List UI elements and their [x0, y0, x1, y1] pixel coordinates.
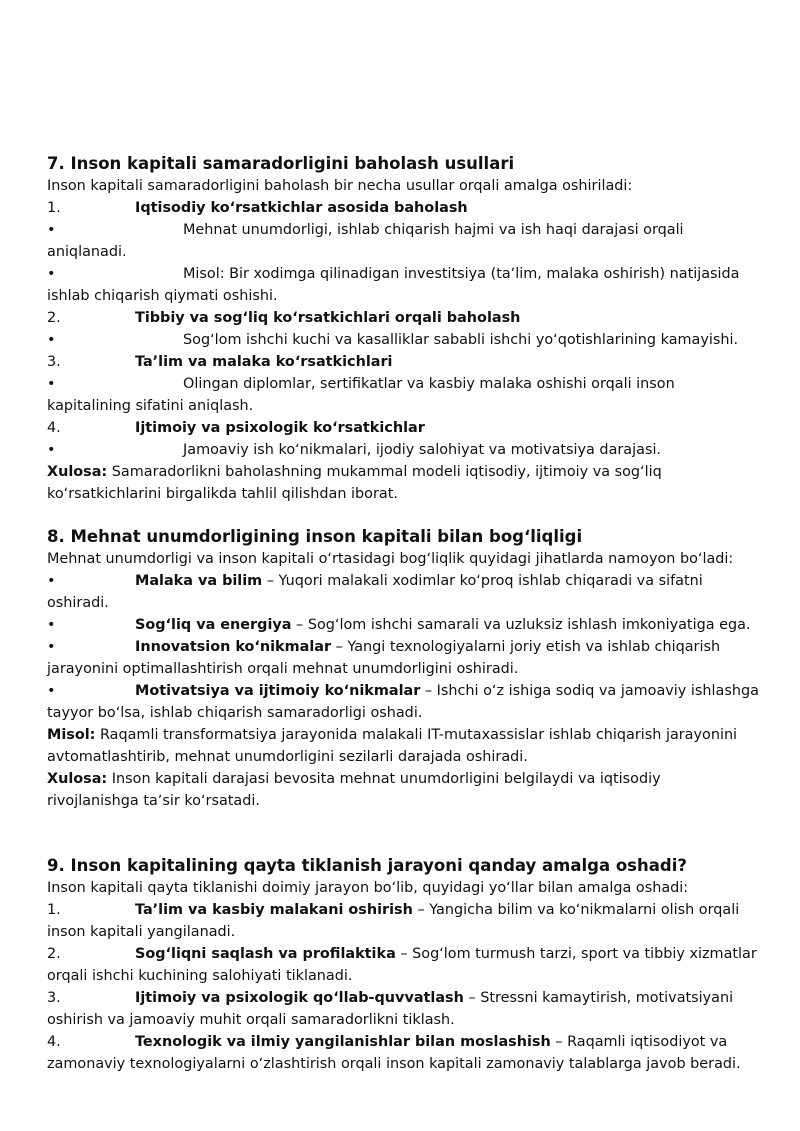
- conclusion-label: Xulosa:: [47, 464, 108, 480]
- item-number: 4.: [47, 1034, 61, 1050]
- bullet-text-continued: ishlab chiqarish qiymati oshishi.: [47, 288, 278, 304]
- item-heading: Texnologik va ilmiy yangilanishlar bilan moslashish: [135, 1034, 551, 1050]
- section-7-conclusion: [47, 461, 772, 483]
- bullet-text-continued: tayyor boʻlsa, ishlab chiqarish samaradorligi oshadi.: [47, 705, 423, 721]
- item-number: 3.: [47, 354, 61, 370]
- numbered-item: [47, 943, 772, 987]
- example-label: Misol:: [47, 727, 96, 743]
- bullet: •: [47, 442, 56, 458]
- bullet-text: Misol: Bir xodimga qilinadigan investitsiya (taʼlim, malaka oshirish) natijasida: [183, 266, 740, 282]
- bullet-item: [47, 636, 772, 680]
- bullet-text: Jamoaviy ish koʻnikmalari, ijodiy salohiyat va motivatsiya darajasi.: [183, 442, 662, 458]
- item-text: – Stressni kamaytirish, motivatsiyani: [463, 990, 734, 1006]
- bullet-heading: Malaka va bilim: [135, 573, 263, 589]
- item-number: 2.: [47, 946, 61, 962]
- bullet-item: [47, 329, 772, 351]
- section-7-conclusion-continued: koʻrsatkichlarini birgalikda tahlil qilishdan iborat.: [47, 486, 398, 502]
- item-text-continued: oshirish va jamoaviy muhit orqali samaradorlikni tiklash.: [47, 1012, 455, 1028]
- bullet-text: – Ishchi oʻz ishiga sodiq va jamoaviy ishlashga: [420, 683, 759, 699]
- numbered-item: [47, 417, 772, 439]
- bullet-text: Sogʻlom ishchi kuchi va kasalliklar sababli ishchi yoʻqotishlarining kamayishi.: [183, 332, 739, 348]
- bullet-heading: Innovatsion koʻnikmalar: [135, 639, 332, 655]
- numbered-item: [47, 307, 772, 329]
- bullet-text-continued: kapitalining sifatini aniqlash.: [47, 398, 254, 414]
- bullet-item: [47, 570, 772, 614]
- bullet-text: – Sogʻlom ishchi samarali va uzluksiz ishlash imkoniyatiga ega.: [291, 617, 751, 633]
- section-8-conclusion-continued: rivojlanishga taʼsir koʻrsatadi.: [47, 793, 260, 809]
- bullet-item: [47, 439, 772, 461]
- item-text-continued: inson kapitali yangilanadi.: [47, 924, 236, 940]
- bullet-text-continued: oshiradi.: [47, 595, 109, 611]
- item-text: – Raqamli iqtisodiyot va: [550, 1034, 728, 1050]
- bullet-text: – Yuqori malakali xodimlar koʻproq ishlab chiqaradi va sifatni: [262, 573, 703, 589]
- item-heading: Taʼlim va malaka koʻrsatkichlari: [135, 354, 393, 370]
- item-heading: Ijtimoiy va psixologik koʻrsatkichlar: [135, 420, 425, 436]
- section-8-intro: Mehnat unumdorligi va inson kapitali oʻrtasidagi bogʻliqlik quyidagi jihatlarda namoyon boʻladi:: [47, 551, 734, 567]
- item-text: – Yangicha bilim va koʻnikmalarni olish orqali: [412, 902, 740, 918]
- item-number: 1.: [47, 200, 61, 216]
- bullet: •: [47, 332, 56, 348]
- numbered-item: [47, 987, 772, 1031]
- bullet-text: Mehnat unumdorligi, ishlab chiqarish hajmi va ish haqi darajasi orqali: [183, 222, 684, 238]
- bullet-item: [47, 614, 772, 636]
- item-heading: Tibbiy va sogʻliq koʻrsatkichlari orqali baholash: [135, 310, 521, 326]
- conclusion-label: Xulosa:: [47, 771, 108, 787]
- section-7-title: 7. Inson kapitali samaradorligini baholash usullari: [47, 154, 515, 173]
- bullet: •: [47, 222, 56, 238]
- section-9-title: 9. Inson kapitalining qayta tiklanish jarayoni qanday amalga oshadi?: [47, 856, 687, 875]
- bullet: •: [47, 683, 56, 699]
- item-number: 4.: [47, 420, 61, 436]
- bullet-item: [47, 680, 772, 724]
- bullet-text-continued: jarayonini optimallashtirish orqali mehnat unumdorligini oshiradi.: [47, 661, 519, 677]
- bullet-item: [47, 219, 772, 263]
- bullet: •: [47, 639, 56, 655]
- bullet-heading: Sogʻliq va energiya: [135, 617, 292, 633]
- section-7-intro: Inson kapitali samaradorligini baholash bir necha usullar orqali amalga oshiriladi:: [47, 178, 633, 194]
- document-page: [47, 153, 772, 1075]
- item-heading: Iqtisodiy koʻrsatkichlar asosida baholash: [135, 200, 468, 216]
- item-number: 3.: [47, 990, 61, 1006]
- section-8-example-continued: avtomatlashtirib, mehnat unumdorligini sezilarli darajada oshiradi.: [47, 749, 528, 765]
- item-heading: Sogʻliqni saqlash va profilaktika: [135, 946, 396, 962]
- item-text-continued: zamonaviy texnologiyalarni oʻzlashtirish orqali inson kapitali zamonaviy talablarga javob beradi.: [47, 1056, 741, 1072]
- conclusion-text: Samaradorlikni baholashning mukammal modeli iqtisodiy, ijtimoiy va sogʻliq: [107, 464, 662, 480]
- bullet: •: [47, 376, 56, 392]
- bullet: •: [47, 573, 56, 589]
- example-text: Raqamli transformatsiya jarayonida malakali IT-mutaxassislar ishlab chiqarish jarayonini: [95, 727, 738, 743]
- item-heading: Ijtimoiy va psixologik qoʻllab-quvvatlash: [135, 990, 464, 1006]
- bullet-item: [47, 373, 772, 417]
- bullet-item: [47, 263, 772, 307]
- numbered-item: [47, 197, 772, 219]
- item-text: – Sogʻlom turmush tarzi, sport va tibbiy xizmatlar: [395, 946, 757, 962]
- bullet: •: [47, 617, 56, 633]
- bullet-text: – Yangi texnologiyalarni joriy etish va ishlab chiqarish: [331, 639, 721, 655]
- bullet: •: [47, 266, 56, 282]
- item-heading: Taʼlim va kasbiy malakani oshirish: [135, 902, 413, 918]
- bullet-text: Olingan diplomlar, sertifikatlar va kasbiy malaka oshishi orqali inson: [183, 376, 675, 392]
- section-8-conclusion: [47, 768, 772, 790]
- item-number: 1.: [47, 902, 61, 918]
- numbered-item: [47, 351, 772, 373]
- item-text-continued: orqali ishchi kuchining salohiyati tiklanadi.: [47, 968, 353, 984]
- bullet-heading: Motivatsiya va ijtimoiy koʻnikmalar: [135, 683, 421, 699]
- numbered-item: [47, 1031, 772, 1075]
- section-8-example: [47, 724, 772, 746]
- section-9-intro: Inson kapitali qayta tiklanishi doimiy jarayon boʻlib, quyidagi yoʻllar bilan amalga oshadi:: [47, 880, 689, 896]
- numbered-item: [47, 899, 772, 943]
- item-number: 2.: [47, 310, 61, 326]
- conclusion-text: Inson kapitali darajasi bevosita mehnat unumdorligini belgilaydi va iqtisodiy: [107, 771, 661, 787]
- bullet-text-continued: aniqlanadi.: [47, 244, 127, 260]
- section-8-title: 8. Mehnat unumdorligining inson kapitali bilan bogʻliqligi: [47, 527, 583, 546]
